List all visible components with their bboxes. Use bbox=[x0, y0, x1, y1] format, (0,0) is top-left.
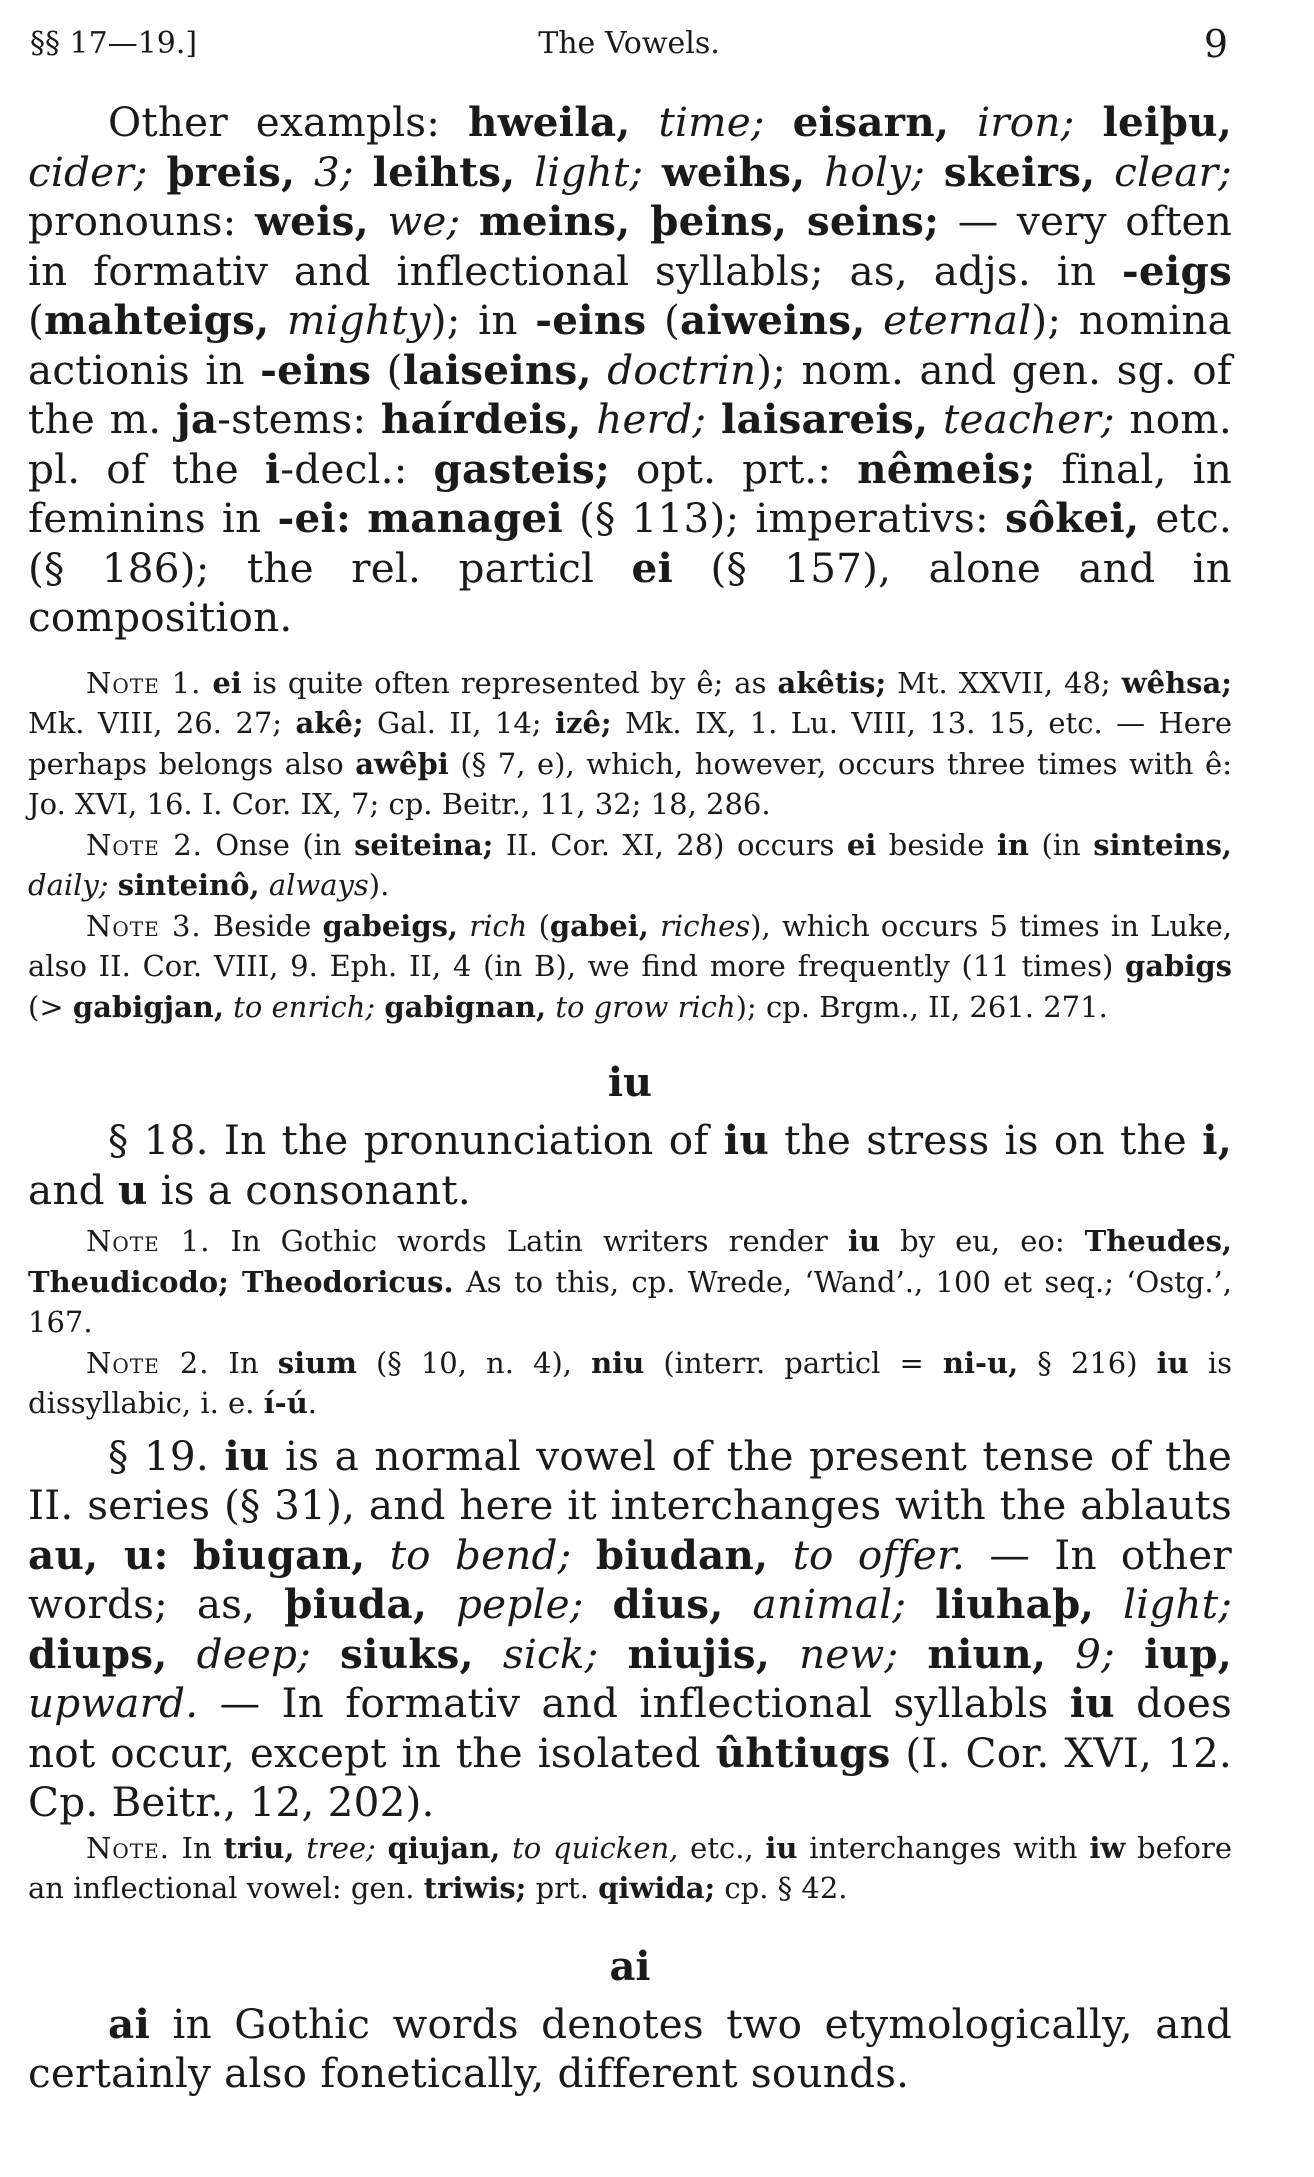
section-18-note-2: Note 2. In sium (§ 10, n. 4), niu (interr. particl = ni-u, § 216) iu is dissyllabic, i. e. í-ú. bbox=[28, 1345, 1232, 1420]
section-19-note: Note. In triu, tree; qiujan, to quicken, etc., iu interchanges with iw before an inflectional vowel: gen. triwis; prt. qiwida; cp. § 42. bbox=[28, 1830, 1232, 1905]
running-header bbox=[30, 22, 1228, 70]
header-title: The Vowels. bbox=[538, 26, 720, 61]
ei-examples-paragraph: Other exampls: hweila, time; eisarn, iron; leiþu, cider; þreis, 3; leihts, light; weihs, holy; skeirs, clear; pronouns: weis, we; meins, þeins, seins; — very often in formativ and inflectional syllabls; as, adjs. in -eigs (mahteigs, mighty); in -eins (aiweins, eternal); nomina actionis in -eins (laiseins, doctrin); nom. and gen. sg. of the m. ja-stems: haírdeis, herd; laisareis, teacher; nom. pl. of the i-decl.: gasteis; opt. prt.: nêmeis; final, in feminins in -ei: managei (§ 113); imperativs: sôkei, etc. (§ 186); the rel. particl ei (§ 157), alone and in composition. bbox=[28, 98, 1233, 641]
section-18-note-1: Note 1. In Gothic words Latin writers render iu by eu, eo: Theudes, Theudicodo; Theodoricus. As to this, cp. Wrede, ‘Wand’., 100 et seq.; ‘Ostg.’, 167. bbox=[28, 1224, 1232, 1339]
iu-heading: iu bbox=[607, 1059, 653, 1106]
ei-note-3: Note 3. Beside gabeigs, rich (gabei, riches), which occurs 5 times in Luke, also II. Cor. VIII, 9. Eph. II, 4 (in B), we find more frequently (11 times) gabigs (> gabigjan, to enrich; gabignan, to grow rich); cp. Brgm., II, 261. 271. bbox=[28, 908, 1232, 1024]
ei-note-1: Note 1. ei is quite often represented by ê; as akêtis; Mt. XXVII, 48; wêhsa; Mk. VIII, 26. 27; akê; Gal. II, 14; izê; Mk. IX, 1. Lu. VIII, 13. 15, etc. — Here perhaps belongs also awêþi (§ 7, e), which, however, occurs three times with ê: Jo. XVI, 16. I. Cor. IX, 7; cp. Beitr., 11, 32; 18, 286. bbox=[28, 665, 1232, 821]
section-19-paragraph: § 19. iu is a normal vowel of the present tense of the II. series (§ 31), and here it interchanges with the ablauts au, u: biugan, to bend; biudan, to offer. — In other words; as, þiuda, peple; dius, animal; liuhaþ, light; diups, deep; siuks, sick; niujis, new; niun, 9; iup, upward. — In formativ and inflectional syllabls iu does not occur, except in the isolated ûhtiugs (I. Cor. XVI, 12. Cp. Beitr., 12, 202). bbox=[28, 1431, 1233, 1826]
ei-note-2: Note 2. Onse (in seiteina; II. Cor. XI, 28) occurs ei beside in (in sinteins, daily; sinteinô, always). bbox=[28, 827, 1233, 902]
page-number: 9 bbox=[1203, 22, 1228, 66]
header-section-range: §§ 17—19.] bbox=[30, 26, 198, 61]
section-18-paragraph: § 18. In the pronunciation of iu the stress is on the i, and u is a consonant. bbox=[28, 1116, 1232, 1214]
page-content bbox=[28, 98, 1232, 2099]
ai-paragraph: ai in Gothic words denotes two etymologically, and certainly also fonetically, different sounds. bbox=[28, 1999, 1232, 2097]
ai-heading: ai bbox=[609, 1942, 651, 1990]
